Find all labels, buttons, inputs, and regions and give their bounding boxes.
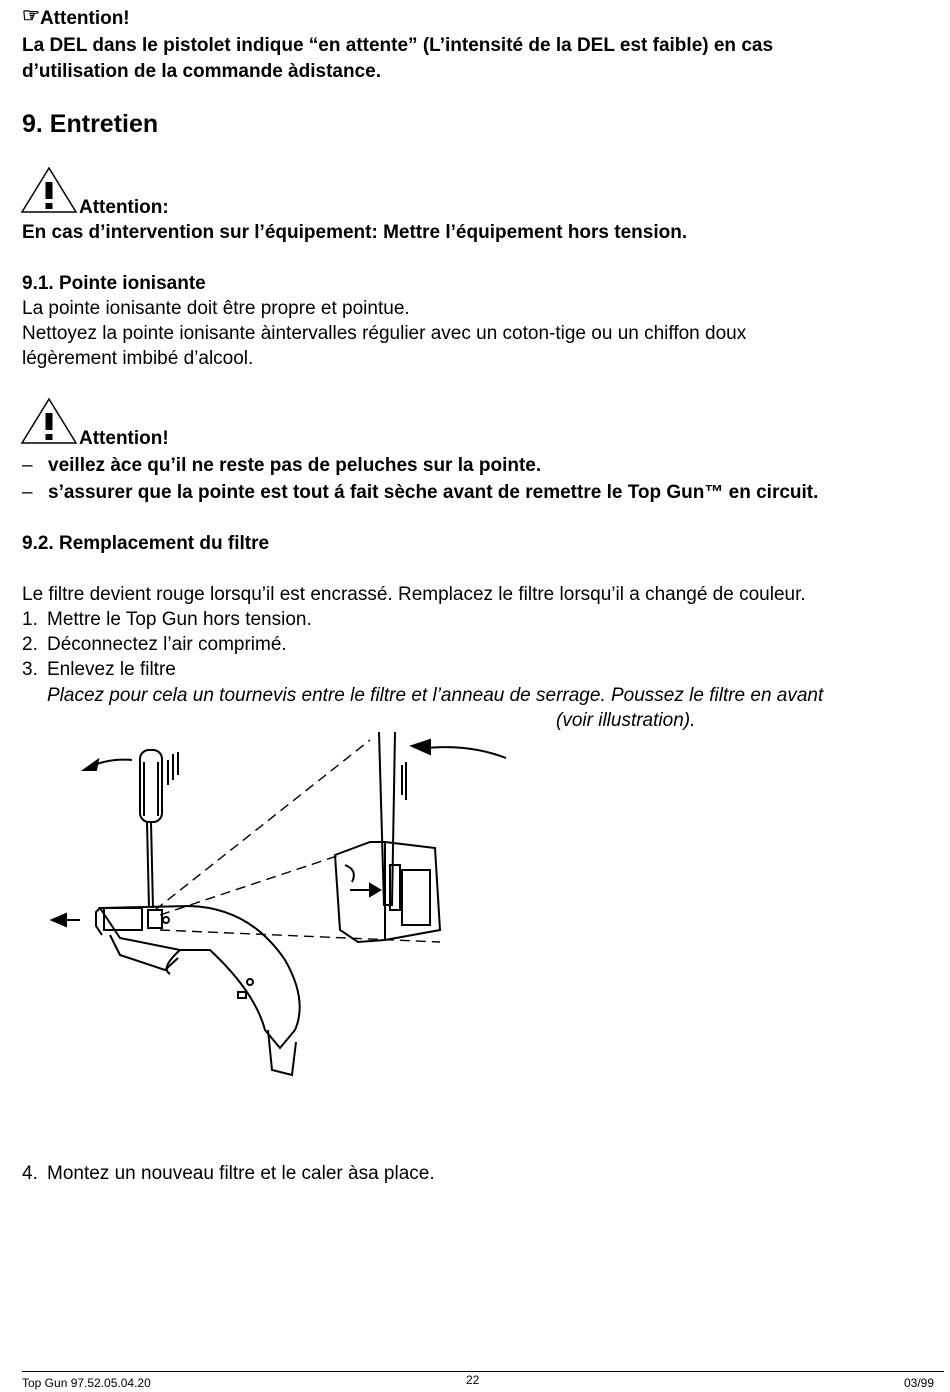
step-3	[22, 657, 176, 683]
note-line-1: La DEL dans le pistolet indique “en attente” (L’intensité de la DEL est faible) en cas	[22, 35, 774, 56]
warning-2-item-1	[22, 453, 541, 479]
section-9-2-title: 9.2. Remplacement du filtre	[22, 533, 270, 554]
warning-triangle-icon	[20, 397, 78, 445]
section-9-2-intro: Le filtre devient rouge lorsqu’il est encrassé. Remplacez le filtre lorsqu’il a changé de couleur.	[22, 584, 806, 605]
section-9-1-line-3: légèrement imbibé d’alcool.	[22, 348, 254, 369]
step-4	[22, 1161, 435, 1187]
step-number: 4.	[22, 1163, 38, 1184]
note-line-2: d’utilisation de la commande àdistance.	[22, 61, 381, 82]
step-number: 1.	[22, 609, 38, 630]
warning-1-heading: Attention:	[79, 197, 169, 218]
footer-page-number: 22	[466, 1373, 480, 1387]
warning-2-item-2	[22, 480, 818, 506]
section-9-title: 9. Entretien	[22, 110, 159, 138]
warning-1-text: En cas d’intervention sur l’équipement: Mettre l’équipement hors tension.	[22, 222, 688, 243]
warning-2-item-2-text: s’assurer que la pointe est tout á fait sèche avant de remettre le Top Gun™ en circuit.	[48, 482, 819, 503]
step-2	[22, 632, 287, 658]
dash-bullet: –	[22, 482, 33, 503]
footer-rule	[22, 1371, 944, 1372]
step-text: Enlevez le filtre	[47, 659, 176, 680]
step-text: Mettre le Top Gun hors tension.	[47, 609, 312, 630]
warning-2-heading: Attention!	[79, 428, 169, 449]
pointing-hand-icon: ☞	[22, 5, 40, 27]
section-9-1-line-2: Nettoyez la pointe ionisante àintervalles régulier avec un coton-tige ou un chiffon doux	[22, 323, 747, 344]
dash-bullet: –	[22, 455, 33, 476]
step-number: 2.	[22, 634, 38, 655]
step-number: 3.	[22, 659, 38, 680]
step-3-detail-line-2: (voir illustration).	[556, 710, 696, 731]
footer-document-id: Top Gun 97.52.05.04.20	[22, 1376, 151, 1390]
step-1	[22, 607, 312, 633]
step-text: Déconnectez l’air comprimé.	[47, 634, 287, 655]
note-heading	[22, 6, 130, 32]
filter-replacement-illustration	[40, 730, 520, 1090]
footer-date: 03/99	[903, 1376, 934, 1390]
section-9-1-title: 9.1. Pointe ionisante	[22, 273, 206, 294]
warning-triangle-icon	[20, 166, 78, 214]
section-9-1-line-1: La pointe ionisante doit être propre et pointue.	[22, 298, 410, 319]
step-text: Montez un nouveau filtre et le caler àsa place.	[47, 1163, 435, 1184]
step-3-detail-line-1: Placez pour cela un tournevis entre le filtre et l’anneau de serrage. Poussez le filtre en avant	[47, 685, 824, 706]
warning-2-item-1-text: veillez àce qu’il ne reste pas de peluches sur la pointe.	[48, 455, 542, 476]
note-heading-text: Attention!	[39, 8, 130, 29]
